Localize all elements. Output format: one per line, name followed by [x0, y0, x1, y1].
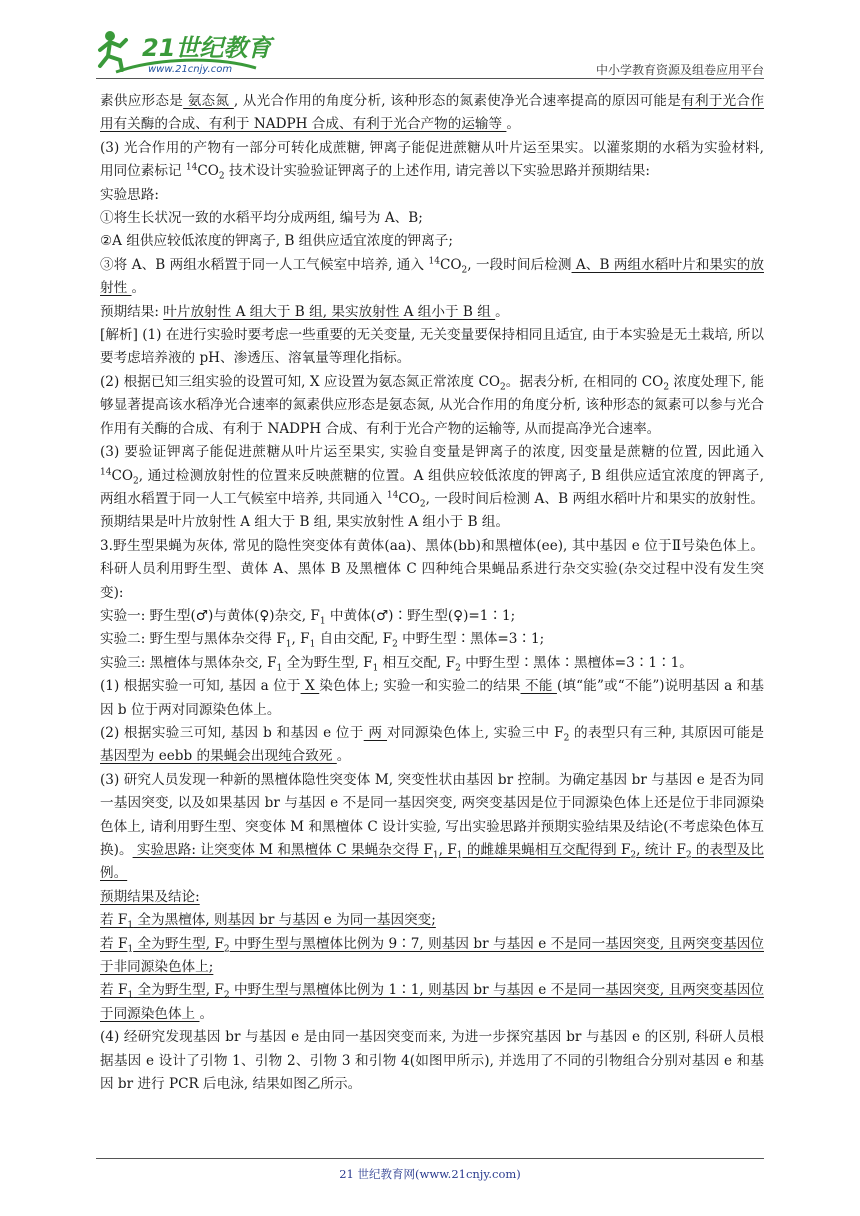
paragraph: (3) 研究人员发现一种新的黑檀体隐性突变体 M, 突变性状由基因 br 控制。为确定基因 br 与基因 e 是否为同一基因突变, 以及如果基因 br 与基因 e 不是同一基因突变, 两突变基因是位于同源染色体上还是位于非同源染色体上, 请利用野生型、突变体 M 和黑檀体 C 设计实验, 写出实验思路并预期实验结果及结论(不考虑染色体互换)。 实验思路: 让突变体 M 和黑檀体 C 果蝇杂交得 $F_1$, $F_1$ 的雌雄果蝇相互交配得到 $F_2$, 统计 $F_2$ 的表型及比例。: [100, 771, 764, 882]
logo-text: 21世纪教育: [142, 34, 272, 62]
paragraph: ③将 A、B 两组水稻置于同一人工气候室中培养, 通入 $^{14}CO_2$, 一段时间后检测 A、B 两组水稻叶片和果实的放射性 。: [100, 256, 764, 297]
paragraph: 实验二: 野生型与黑体杂交得 $F_1$, $F_1$ 自由交配, $F_2$ 中野生型∶黑体=3∶1;: [100, 631, 545, 651]
paragraph: 3.野生型果蝇为灰体, 常见的隐性突变体有黄体(aa)、黑体(bb)和黑檀体(ee), 其中基因 e 位于Ⅱ号染色体上。科研人员利用野生型、黄体 A、黑体 B 及黑檀体 C 四种纯合果蝇品系进行杂交实验(杂交过程中没有发生突变):: [100, 537, 764, 601]
paragraph: (3) 要验证钾离子能促进蔗糖从叶片运至果实, 实验自变量是钾离子的浓度, 因变量是蔗糖的位置, 因此通入 $^{14}CO_2$, 通过检测放射性的位置来反映蔗糖的位置。A 组供应较低浓度的钾离子, B 组供应适宜浓度的钾离子, 两组水稻置于同一人工气候室中培养, 共同通入 $^{14}CO_2$, 一段时间后检测 A、B 两组水稻叶片和果实的放射性。预期结果是叶片放射性 A 组大于 B 组, 果实放射性 A 组小于 B 组。: [100, 444, 764, 531]
logo: [96, 28, 286, 76]
paragraph: 实验思路:: [100, 186, 159, 203]
page-header: [96, 28, 764, 78]
paragraph: 预期结果及结论:: [100, 888, 200, 905]
paragraph: (3) 光合作用的产物有一部分可转化成蔗糖, 钾离子能促进蔗糖从叶片运至果实。以灌浆期的水稻为实验材料, 用同位素标记 $^{14}CO_2$ 技术设计实验验证钾离子的上述作用, 请完善以下实验思路并预期结果:: [100, 139, 764, 182]
paragraph: 素供应形态是 氨态氮 , 从光合作用的角度分析, 该种形态的氮素使净光合速率提高的原因可能是有利于光合作用有关酶的合成、有利于 NADPH 合成、有利于光合产物的运输等 。: [100, 93, 764, 133]
paragraph: (2) 根据已知三组实验的设置可知, X 应设置为氨态氮正常浓度 $CO_2$。据表分析, 在相同的 $CO_2$ 浓度处理下, 能够显著提高该水稻净光合速率的氮素供应形态是氨态氮, 从光合作用的角度分析, 该种形态的氮素可以参与光合作用有关酶的合成、有利于 NADPH 合成、有利于光合产物的运输等, 从而提高净光合速率。: [100, 373, 764, 437]
paragraph: 预期结果: 叶片放射性 A 组大于 B 组, 果实放射性 A 组小于 B 组 。: [100, 303, 509, 320]
paragraph: 若 $F_1$ 全为野生型, $F_2$ 中野生型与黑檀体比例为 1∶1, 则基因 br 与基因 e 不是同一基因突变, 且两突变基因位于同源染色体上 。: [100, 982, 764, 1022]
paragraph: ②A 组供应较低浓度的钾离子, B 组供应适宜浓度的钾离子;: [100, 233, 453, 250]
header-platform-name: 中小学教育资源及组卷应用平台: [595, 63, 764, 77]
logo-url: www.21cnjy.com: [148, 64, 233, 75]
paragraph: (1) 根据实验一可知, 基因 a 位于 X 染色体上; 实验一和实验二的结果 不能 (填“能”或“不能”)说明基因 a 和基因 b 位于两对同源染色体上。: [100, 678, 765, 718]
paragraph: 实验三: 黑檀体与黑体杂交, $F_1$ 全为野生型, $F_1$ 相互交配, $F_2$ 中野生型∶黑体∶黑檀体=3∶1∶1。: [100, 654, 693, 674]
document-body: [100, 90, 764, 1096]
paragraph: (4) 经研究发现基因 br 与基因 e 是由同一基因突变而来, 为进一步探究基因 br 与基因 e 的区别, 科研人员根据基因 e 设计了引物 1、引物 2、引物 3 和引物 4(如图甲所示), 并选用了不同的引物组合分别对基因 e 和基因 br 进行 PCR 后电泳, 结果如图乙所示。: [100, 1029, 764, 1093]
paragraph: ①将生长状况一致的水稻平均分成两组, 编号为 A、B;: [100, 210, 423, 227]
paragraph: [解析] (1) 在进行实验时要考虑一些重要的无关变量, 无关变量要保持相同且适宜, 由于本实验是无土栽培, 所以要考虑培养液的 pH、渗透压、溶氧量等理化指标。: [100, 327, 764, 367]
paragraph: 若 $F_1$ 全为黑檀体, 则基因 br 与基因 e 为同一基因突变;: [100, 912, 436, 931]
paragraph: 若 $F_1$ 全为野生型, $F_2$ 中野生型与黑檀体比例为 9∶7, 则基因 br 与基因 e 不是同一基因突变, 且两突变基因位于非同源染色体上;: [100, 935, 764, 976]
paragraph: 实验一: 野生型(♂)与黄体(♀)杂交, $F_1$ 中黄体(♂)∶野生型(♀)=1∶1;: [100, 607, 516, 627]
paragraph: (2) 根据实验三可知, 基因 b 和基因 e 位于 两 对同源染色体上, 实验三中 $F_2$ 的表型只有三种, 其原因可能是 基因型为 eebb 的果蝇会出现纯合致死 。: [100, 724, 764, 765]
header-divider: [96, 78, 764, 79]
footer-divider: [96, 1158, 764, 1159]
page-footer: 21 世纪教育网(www.21cnjy.com): [339, 1167, 521, 1181]
